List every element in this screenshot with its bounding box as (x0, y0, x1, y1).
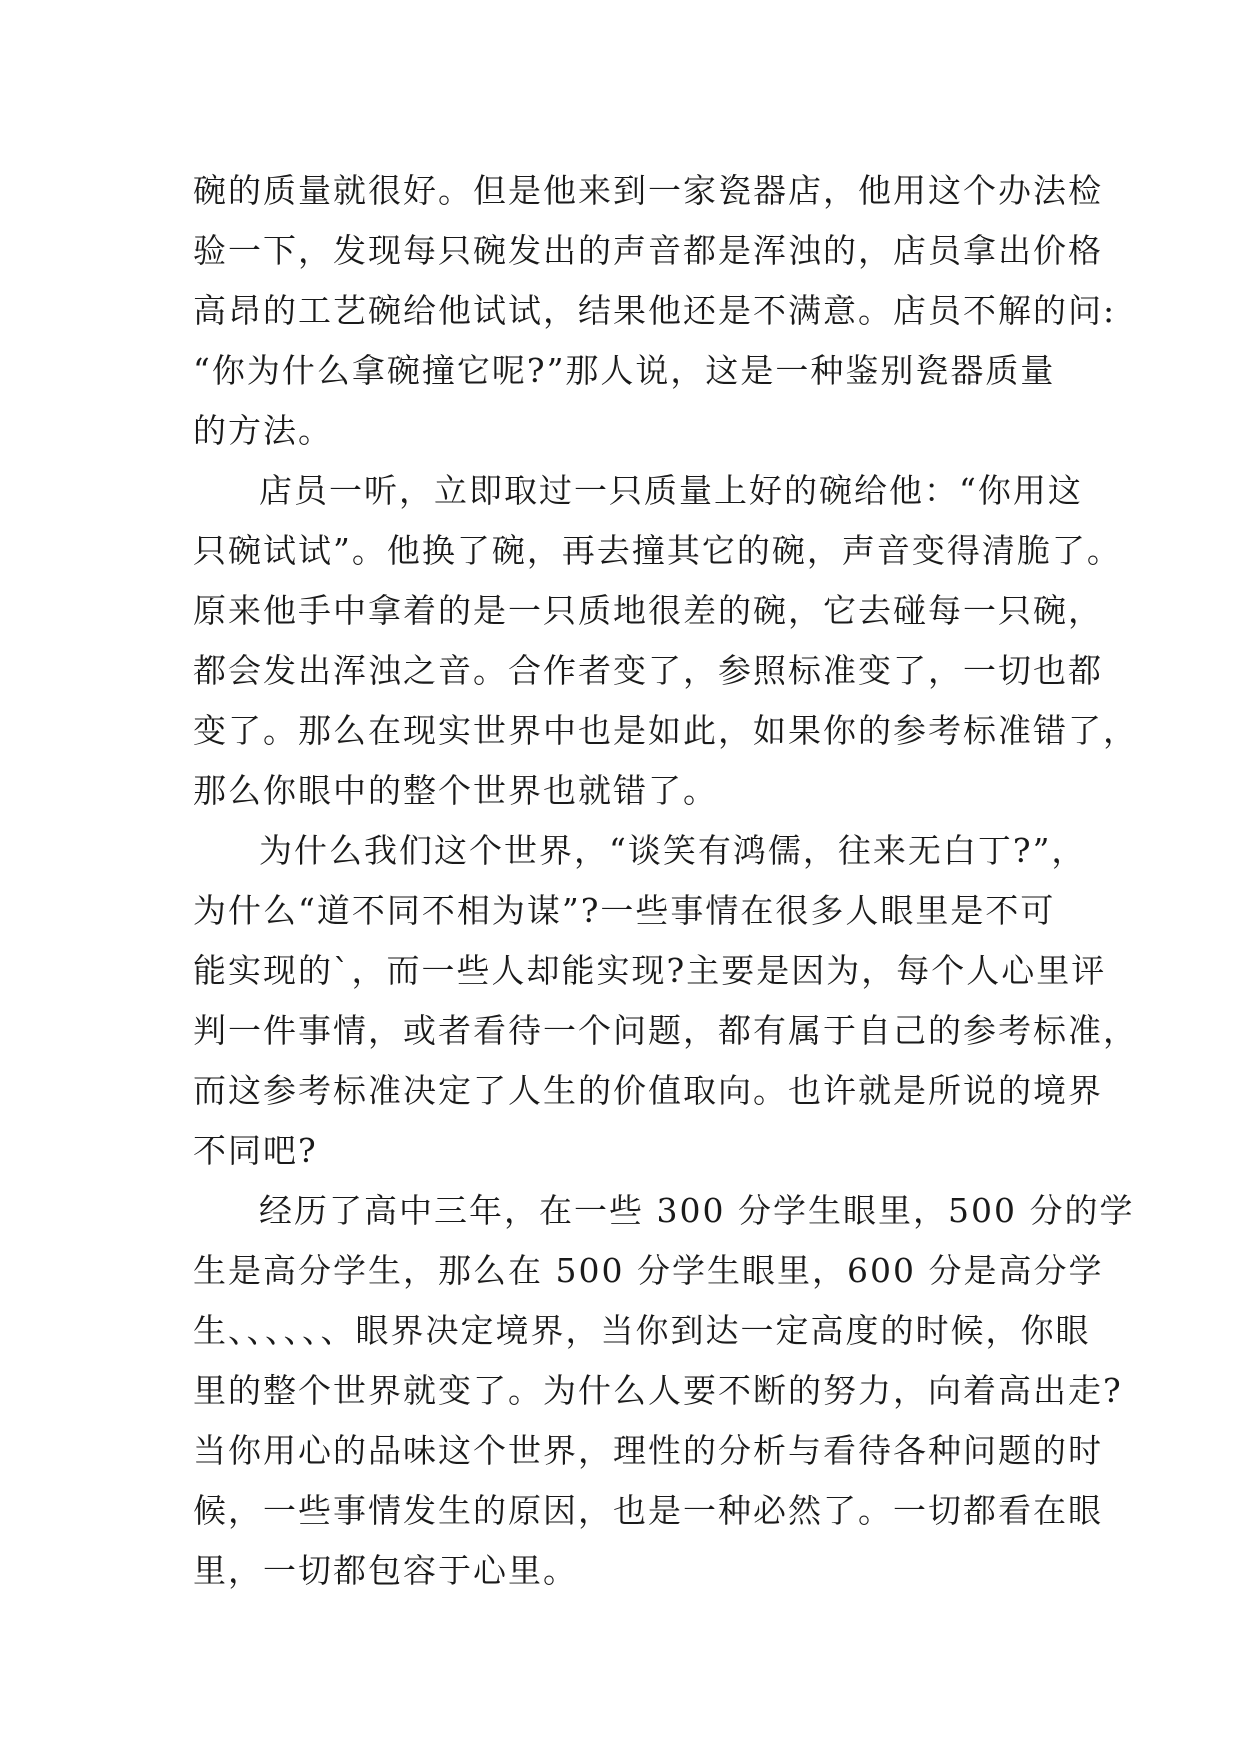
text-line: 验一下，发现每只碗发出的声音都是浑浊的，店员拿出价格 (193, 231, 1103, 270)
text-line: 只碗试试”。他换了碗，再去撞其它的碗，声音变得清脆了。 (193, 531, 1122, 570)
text-line: 而这参考标准决定了人生的价值取向。也许就是所说的境界 (193, 1071, 1103, 1110)
text-line: 碗的质量就很好。但是他来到一家瓷器店，他用这个办法检 (193, 171, 1103, 210)
text-line: “你为什么拿碗撞它呢?”那人说，这是一种鉴别瓷器质量 (193, 351, 1056, 390)
text-line: 生是高分学生，那么在 500 分学生眼里，600 分是高分学 (193, 1251, 1104, 1290)
paragraph-first-line: 为什么我们这个世界，“谈笑有鸿儒，往来无白丁?”， (259, 831, 1087, 870)
text-line: 不同吧? (193, 1131, 318, 1170)
text-line: 里的整个世界就变了。为什么人要不断的努力，向着高出走? (193, 1371, 1123, 1410)
paragraph-first-line: 经历了高中三年，在一些 300 分学生眼里，500 分的学 (259, 1191, 1135, 1230)
text-line: 原来他手中拿着的是一只质地很差的碗，它去碰每一只碗， (193, 591, 1103, 630)
text-line: 为什么“道不同不相为谋”?一些事情在很多人眼里是不可 (193, 891, 1056, 930)
text-line: 高昂的工艺碗给他试试，结果他还是不满意。店员不解的问: (193, 291, 1117, 330)
paragraph-first-line: 店员一听，立即取过一只质量上好的碗给他：“你用这 (259, 471, 1083, 510)
text-line: 里，一切都包容于心里。 (193, 1551, 578, 1590)
text-line: 候，一些事情发生的原因，也是一种必然了。一切都看在眼 (193, 1491, 1103, 1530)
text-line: 能实现的`，而一些人却能实现?主要是因为，每个人心里评 (193, 951, 1107, 990)
text-line: 当你用心的品味这个世界，理性的分析与看待各种问题的时 (193, 1431, 1103, 1470)
text-line: 变了。那么在现实世界中也是如此，如果你的参考标准错了， (193, 711, 1138, 750)
body-text (193, 161, 1138, 1601)
text-line: 生、、、、、、眼界决定境界，当你到达一定高度的时候，你眼 (193, 1311, 1091, 1350)
text-line: 的方法。 (193, 411, 333, 450)
text-line: 都会发出浑浊之音。合作者变了，参照标准变了，一切也都 (193, 651, 1103, 690)
text-line: 判一件事情，或者看待一个问题，都有属于自己的参考标准， (193, 1011, 1138, 1050)
text-line: 那么你眼中的整个世界也就错了。 (193, 771, 718, 810)
